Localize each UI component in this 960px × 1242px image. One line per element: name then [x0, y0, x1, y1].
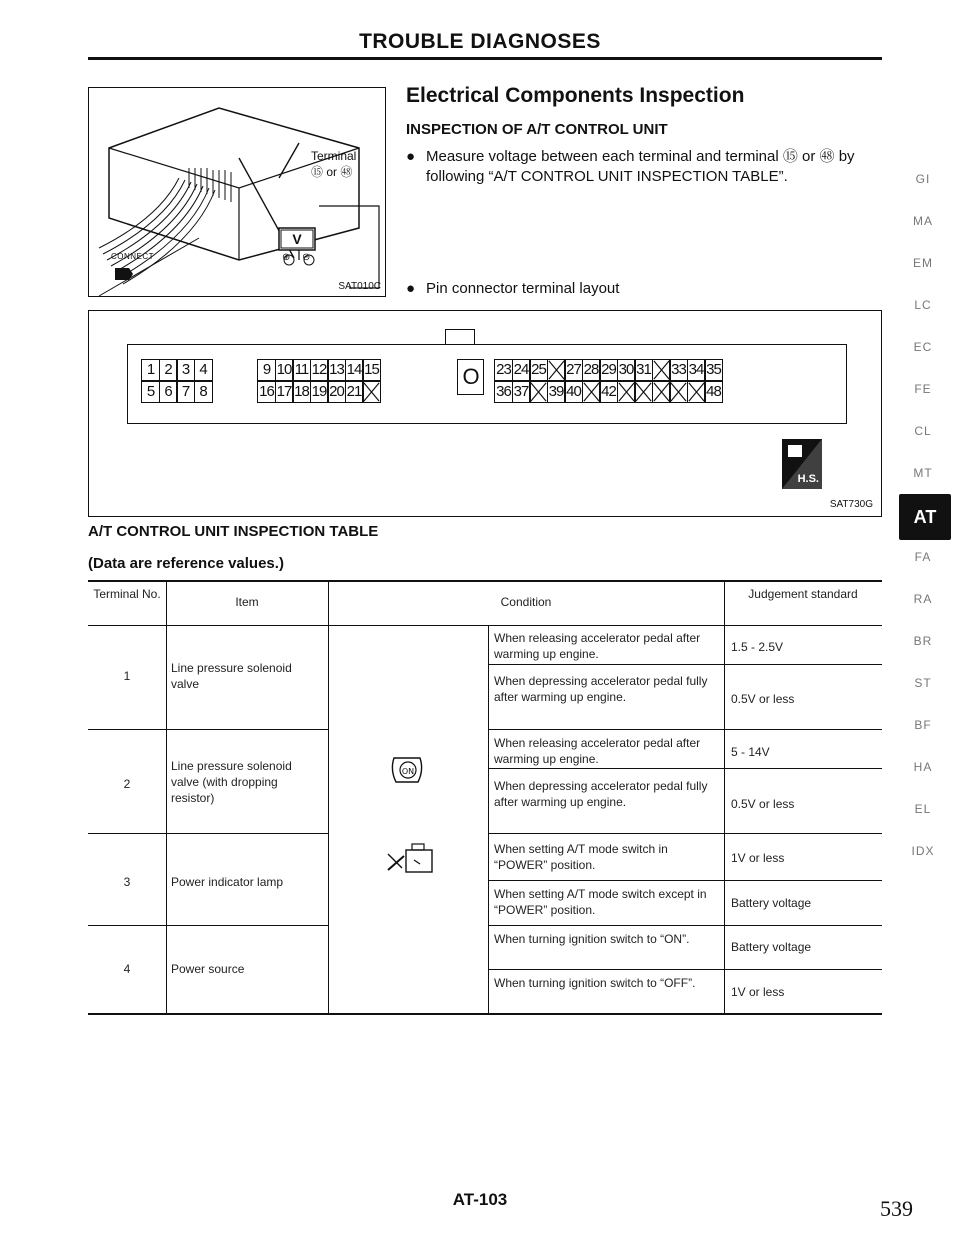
page-number: 539	[880, 1196, 913, 1221]
row-rule	[488, 925, 882, 926]
minus-symbol: ⊖	[302, 252, 311, 263]
pin-terminal: 48	[704, 381, 723, 403]
row-rule	[488, 664, 882, 665]
pin-unused	[547, 359, 566, 381]
pin-terminal: 37	[512, 381, 531, 403]
pin-terminal: 25	[529, 359, 548, 381]
side-tab[interactable]: FA	[914, 550, 932, 564]
connector-probe-icon	[384, 842, 436, 878]
pin-row-c-top	[494, 359, 722, 381]
side-tab[interactable]: EM	[913, 256, 933, 270]
judgement-value: 1.5 - 2.5V	[731, 640, 784, 654]
hs-badge	[782, 439, 822, 489]
pin-terminal: 21	[345, 381, 364, 403]
unused-cross-icon	[653, 382, 670, 402]
col-divider	[724, 580, 725, 1013]
pin-terminal: 2	[159, 359, 178, 381]
side-tab[interactable]: ST	[914, 676, 932, 690]
header-condition: Condition	[500, 595, 552, 609]
pin-unused	[529, 381, 548, 403]
judgement-value: 0.5V or less	[731, 797, 795, 811]
pin-row-b-top	[257, 359, 380, 381]
pin-terminal: 3	[176, 359, 195, 381]
pin-terminal: 24	[512, 359, 531, 381]
pin-terminal: 12	[310, 359, 329, 381]
judgement-value: Battery voltage	[731, 940, 812, 954]
pin-terminal: 18	[292, 381, 311, 403]
side-tab[interactable]: LC	[914, 298, 932, 312]
sub-heading: INSPECTION OF A/T CONTROL UNIT	[406, 121, 668, 138]
pin-terminal: 10	[275, 359, 294, 381]
row-rule	[488, 880, 882, 881]
condition-text: When depressing accelerator pedal fully after warming up engine.	[494, 674, 708, 704]
pin-terminal: 20	[327, 381, 346, 403]
pin-terminal: 11	[292, 359, 311, 381]
pin-key-center: O	[457, 359, 484, 395]
bullet-icon: ●	[406, 148, 416, 165]
condition-text: When depressing accelerator pedal fully after warming up engine.	[494, 779, 708, 809]
unused-cross-icon	[548, 360, 565, 380]
terminal-no: 3	[123, 875, 131, 889]
pin-terminal: 5	[141, 381, 160, 403]
pin-unused	[669, 381, 688, 403]
unused-cross-icon	[670, 382, 687, 402]
pin-terminal: 42	[599, 381, 618, 403]
pin-terminal: 31	[634, 359, 653, 381]
figure-code: SAT010C	[338, 281, 381, 292]
item-name: Power indicator lamp	[171, 875, 284, 889]
row-rule	[488, 768, 882, 769]
table-top-rule	[88, 580, 882, 582]
col-divider	[166, 580, 167, 1013]
side-tab-active[interactable]: AT	[899, 494, 951, 540]
figure-code: SAT730G	[829, 499, 873, 510]
unused-cross-icon	[688, 382, 705, 402]
pin-unused	[634, 381, 653, 403]
bullet-text: Measure voltage between each terminal and terminal ⑮ or ㊽ by following “A/T CONTROL UNIT INSPECTION TABLE”.	[426, 148, 855, 185]
side-tab[interactable]: BF	[914, 718, 932, 732]
unused-cross-icon	[583, 382, 600, 402]
bullet-layout	[406, 279, 896, 301]
unused-cross-icon	[635, 382, 652, 402]
svg-text:ON: ON	[401, 767, 415, 776]
pin-terminal: 9	[257, 359, 276, 381]
connector-illustration	[89, 88, 387, 298]
pin-terminal: 39	[547, 381, 566, 403]
row-rule	[488, 729, 882, 730]
terminal-no: 2	[123, 777, 131, 791]
ignition-on-icon	[388, 752, 428, 788]
pin-unused	[652, 359, 671, 381]
title-rule	[88, 57, 882, 60]
pin-unused	[687, 381, 706, 403]
table-bottom-rule	[88, 1013, 882, 1015]
pin-terminal: 27	[564, 359, 583, 381]
pin-row-c-bottom	[494, 381, 722, 403]
side-tab[interactable]: MT	[913, 466, 933, 480]
unused-cross-icon	[530, 382, 547, 402]
condition-text: When turning ignition switch to “ON”.	[494, 932, 690, 946]
table-title: A/T CONTROL UNIT INSPECTION TABLE	[88, 523, 379, 540]
condition-text: When turning ignition switch to “OFF”.	[494, 976, 696, 990]
side-tab[interactable]: FE	[914, 382, 932, 396]
judgement-value: 5 - 14V	[731, 745, 770, 759]
pin-unused	[362, 381, 381, 403]
row-rule	[88, 925, 328, 926]
pin-terminal: 28	[582, 359, 601, 381]
pin-terminal: 4	[194, 359, 213, 381]
pin-terminal: 16	[257, 381, 276, 403]
judgement-value: 1V or less	[731, 985, 785, 999]
row-rule	[88, 833, 328, 834]
pin-terminal: 34	[687, 359, 706, 381]
pin-terminal: 17	[275, 381, 294, 403]
side-tab[interactable]: MA	[913, 214, 933, 228]
pin-terminal: 14	[345, 359, 364, 381]
terminal-label: Terminal ⑮ or ㊽	[311, 149, 357, 179]
voltmeter-label: V	[292, 231, 302, 247]
connector-latch	[445, 329, 475, 345]
col-divider	[328, 580, 329, 1013]
terminal-no: 4	[123, 962, 131, 976]
pin-terminal: 23	[494, 359, 513, 381]
table-subtitle: (Data are reference values.)	[88, 555, 284, 572]
col-divider	[488, 625, 489, 1013]
condition-text: When setting A/T mode switch in “POWER” position.	[494, 842, 668, 872]
pin-terminal: 36	[494, 381, 513, 403]
condition-text: When releasing accelerator pedal after warming up engine.	[494, 631, 701, 661]
table-header-rule	[88, 625, 882, 626]
header-terminal: Terminal No.	[93, 587, 161, 601]
terminal-no: 1	[123, 669, 131, 683]
pin-terminal: 19	[310, 381, 329, 403]
condition-text: When setting A/T mode switch except in “POWER” position.	[494, 887, 707, 917]
figure-pin-layout	[88, 310, 882, 517]
pin-unused	[582, 381, 601, 403]
pin-row-b-bottom	[257, 381, 380, 403]
side-tab[interactable]: RA	[913, 592, 933, 606]
pin-terminal: 8	[194, 381, 213, 403]
pin-terminal: 13	[327, 359, 346, 381]
pin-terminal: 33	[669, 359, 688, 381]
page-title: TROUBLE DIAGNOSES	[359, 30, 601, 53]
connect-label: CONNECT	[111, 252, 155, 261]
side-tab[interactable]: HA	[913, 760, 933, 774]
judgement-value: Battery voltage	[731, 896, 812, 910]
bullet-text: Pin connector terminal layout	[426, 280, 620, 297]
pin-terminal: 1	[141, 359, 160, 381]
pin-terminal: 35	[704, 359, 723, 381]
condition-text: When releasing accelerator pedal after warming up engine.	[494, 736, 701, 766]
judgement-value: 0.5V or less	[731, 692, 795, 706]
pin-row-a-bottom	[141, 381, 211, 403]
item-name: Line pressure solenoid valve (with dropping resistor)	[171, 759, 292, 805]
section-heading: Electrical Components Inspection	[406, 84, 745, 107]
row-rule	[488, 969, 882, 970]
side-tab[interactable]: GI	[915, 172, 931, 186]
bullet-measure	[406, 147, 896, 209]
row-rule	[488, 833, 882, 834]
pin-terminal: 15	[362, 359, 381, 381]
pin-unused	[652, 381, 671, 403]
pin-terminal: 29	[599, 359, 618, 381]
side-tab[interactable]: IDX	[911, 844, 935, 858]
hs-badge-label: H.S.	[797, 473, 819, 485]
item-name: Power source	[171, 962, 245, 976]
side-tab[interactable]: EC	[913, 340, 933, 354]
figure-measurement	[88, 87, 386, 297]
header-judgement: Judgement standard	[748, 587, 858, 601]
unused-cross-icon	[653, 360, 670, 380]
judgement-value: 1V or less	[731, 851, 785, 865]
unused-cross-icon	[363, 382, 380, 402]
connector-housing	[127, 344, 847, 424]
side-tab[interactable]: BR	[913, 634, 933, 648]
plus-symbol: ⊕	[282, 252, 291, 263]
pin-terminal: 6	[159, 381, 178, 403]
side-tab[interactable]: EL	[914, 802, 932, 816]
row-rule	[88, 729, 328, 730]
pin-terminal: 7	[176, 381, 195, 403]
pin-terminal: 30	[617, 359, 636, 381]
side-tab[interactable]: CL	[914, 424, 932, 438]
pin-terminal: 40	[564, 381, 583, 403]
header-item: Item	[235, 595, 259, 609]
unused-cross-icon	[618, 382, 635, 402]
pin-row-a-top	[141, 359, 211, 381]
pin-unused	[617, 381, 636, 403]
bullet-icon: ●	[406, 280, 416, 297]
item-name: Line pressure solenoid valve	[171, 661, 292, 691]
page-code: AT-103	[452, 1190, 508, 1209]
